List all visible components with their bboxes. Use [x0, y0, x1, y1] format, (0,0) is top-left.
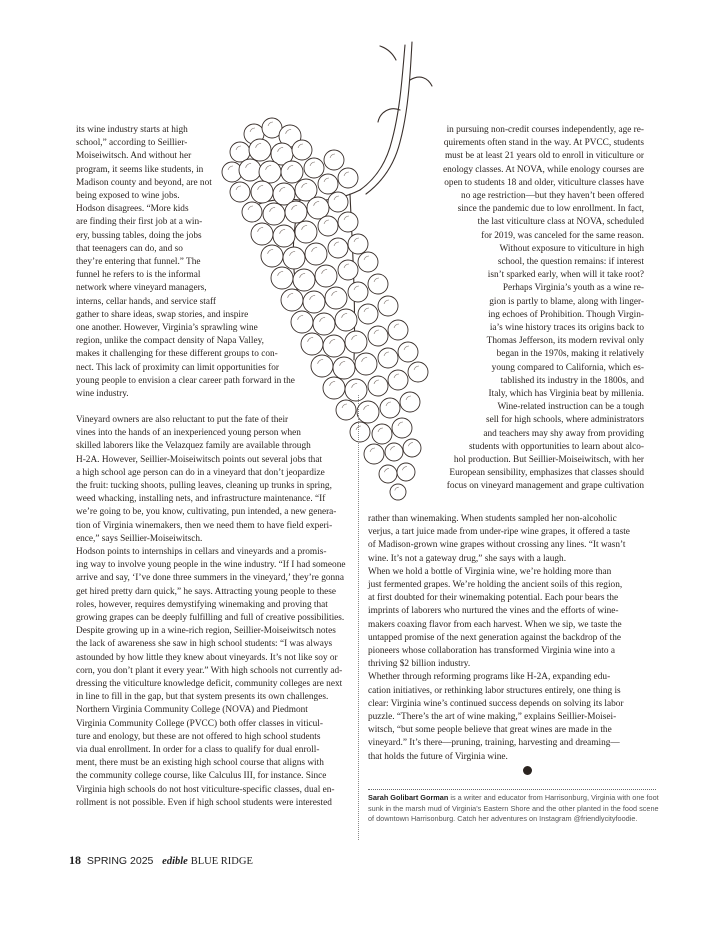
text-line: H-2A. However, Seillier-Moiseiwitsch points out several jobs that	[76, 454, 323, 465]
grape-berry	[368, 326, 388, 346]
grape-berry	[281, 161, 303, 183]
text-line: Hodson points to internships in cellars and vineyards and a promis-	[76, 547, 327, 557]
text-line: young people to envision a clear career path forward in the	[76, 375, 295, 386]
grape-berry	[400, 392, 420, 412]
text-line: began in the 1970s, making it relatively	[496, 349, 644, 360]
grape-berry	[345, 331, 367, 353]
author-name: Sarah Golibart Gorman	[368, 793, 449, 802]
grape-berry	[338, 168, 358, 188]
grape-berry	[335, 309, 357, 331]
text-line: Moiseiwitsch. And without her	[76, 151, 192, 162]
grape-berry	[368, 274, 388, 294]
grape-berry	[379, 465, 397, 483]
text-line: students with opportunities to learn about alco-	[468, 441, 644, 452]
text-line: clear: Virginia wine’s continued success depends on solving its labor	[368, 698, 624, 709]
text-line: ery, bussing tables, doing the jobs	[76, 230, 202, 241]
text-line: young compared to California, which es-	[491, 362, 644, 373]
text-line: nect. This lack of proximity can limit opportunities for	[76, 362, 280, 373]
grape-berry	[328, 238, 348, 258]
text-line: for 2019, was canceled for the same reason.	[481, 230, 644, 241]
text-line: ment, there must be an existing high school course that aligns with	[76, 758, 324, 769]
grape-berry	[261, 245, 283, 267]
grape-berry	[358, 252, 378, 272]
text-line: isn’t sparked early, when will it take root?	[487, 270, 644, 281]
issue-label: SPRING 2025	[86, 855, 154, 867]
brand-edible: edible	[162, 856, 188, 867]
grape-berry	[378, 296, 398, 316]
text-line: Madison county and beyond, are not	[76, 177, 212, 188]
grape-berry	[249, 139, 271, 161]
text-line: rather than winemaking. When students sampled her non-alcoholic	[368, 514, 617, 524]
text-line: Vineyard owners are also reluctant to put the fate of their	[76, 415, 289, 425]
text-line: no age restriction—but they haven’t been offered	[461, 191, 644, 201]
text-line: program, it seems like students, in	[76, 164, 204, 175]
grape-berry	[318, 216, 338, 236]
text-line: since the pandemic due to low enrollment. In fact,	[457, 204, 644, 215]
grape-berry	[293, 269, 315, 291]
grape-berry	[323, 377, 345, 399]
text-line: the community college course, like Calculus III, for instance. Since	[76, 771, 327, 782]
text-line: When we hold a bottle of Virginia wine, we’re holding more than	[368, 566, 612, 577]
grape-berry	[397, 463, 415, 481]
text-line: skilled laborers like the Velazquez family are available through	[76, 441, 311, 452]
text-line: one another. However, Virginia’s sprawling wine	[76, 323, 258, 333]
text-line: of Madison-grown wine grapes without crossing any lines. “It wasn’t	[368, 540, 626, 551]
grape-berry	[348, 234, 368, 254]
grape-berry	[259, 161, 281, 183]
grape-berry	[295, 221, 317, 243]
text-line: ence,” says Seillier-Moiseiwitsch.	[76, 533, 203, 544]
text-line: at first doubted for their winemaking potential. Each pour bears the	[368, 593, 619, 604]
grape-berry	[328, 192, 348, 212]
text-line: corn, you don’t plant it every year.” With high schools not currently ad-	[76, 665, 343, 676]
text-line: are finding their first job at a win-	[76, 217, 203, 228]
text-line: Virginia high schools do not host viticulture-specific classes, dual en-	[76, 784, 335, 795]
text-line: Thomas Jefferson, its modern revival only	[486, 336, 644, 347]
grape-berry	[380, 398, 400, 418]
text-line: school,” according to Seillier-	[76, 138, 188, 149]
grape-berry	[311, 355, 333, 377]
text-line: witsch, “but some people believe that great wines are made in the	[368, 725, 612, 736]
grape-berry	[324, 150, 344, 170]
grape-berry	[230, 182, 250, 202]
grape-berry	[301, 333, 323, 355]
grape-berry	[345, 379, 367, 401]
text-line: quirements often stand in the way. At PVCC, students	[443, 138, 644, 149]
text-line: dressing the viticulture knowledge deficit, community colleges are next	[76, 679, 343, 689]
grape-berry	[251, 223, 273, 245]
text-line: Despite growing up in a wine-rich region, Seillier-Moiseiwitsch notes	[76, 626, 336, 637]
text-line: astounded by how little they knew about vineyards. It’s not like soy or	[76, 652, 338, 663]
grape-berry	[291, 311, 313, 333]
text-line: focus on vineyard management and grape cultivation	[446, 481, 644, 492]
text-line: pioneers whose collaboration has transformed Virginia wine into a	[368, 646, 615, 656]
text-line: Perhaps Virginia’s youth as a wine re-	[502, 283, 644, 294]
grape-berry	[333, 357, 355, 379]
grape-berry	[368, 376, 388, 396]
text-line: in pursuing non-credit courses independently, age re-	[446, 125, 644, 135]
grape-berry	[283, 247, 305, 269]
bio-rule	[368, 789, 656, 790]
page-footer	[69, 853, 253, 868]
text-line: gion is partly to blame, along with linger-	[489, 296, 644, 307]
text-line: that holds the future of Virginia wine.	[368, 751, 508, 762]
text-line: get hired pretty darn quick,” he says. Attracting young people to these	[76, 586, 336, 597]
text-line: enology classes. At NOVA, while enology courses are	[443, 164, 644, 175]
text-line: we’re going to be, you know, cultivating, pun intended, a new genera-	[76, 507, 337, 518]
text-line: untapped promise of the next generation against the backdrop of the	[368, 632, 621, 643]
text-line: gather to share ideas, swap stories, and inspire	[76, 309, 249, 320]
text-line: Hodson disagrees. “More kids	[76, 204, 189, 215]
text-line: the last viticulture class at NOVA, scheduled	[477, 217, 644, 228]
text-line: cation initiatives, or rethinking labor structures entirely, one thing is	[368, 685, 621, 696]
grape-berry	[403, 439, 421, 457]
grape-berry	[318, 174, 338, 194]
text-line: Northern Virginia Community College (NOVA) and Piedmont	[76, 705, 308, 716]
grape-berry	[336, 400, 356, 420]
text-line: vineyard.” It’s there—pruning, training, harvesting and dreaming—	[368, 738, 620, 749]
grape-berry	[242, 202, 262, 222]
grape-berry	[271, 267, 293, 289]
text-line: puzzle. “There’s the art of wine making,” explains Seillier-Moisei-	[368, 712, 617, 722]
author-bio	[368, 793, 660, 825]
text-line: the lack of awareness she saw in high school students: “I was always	[76, 639, 333, 650]
text-line: and teachers may shy away from providing	[483, 428, 644, 439]
text-line: via dual enrollment. In order for a class to qualify for dual enroll-	[76, 745, 320, 755]
text-line: arrive and say, ‘I’ve done three summers in the vineyard,’ they’re gonna	[76, 573, 344, 584]
grape-berry	[239, 159, 261, 181]
grape-berry	[385, 443, 403, 461]
grape-berry	[307, 197, 329, 219]
text-line: interns, cellar hands, and service staff	[76, 296, 217, 307]
grape-berry	[357, 401, 379, 423]
text-line: being exposed to wine jobs.	[76, 191, 180, 201]
author-bio-text: is a writer and educator from Harrisonburg, Virginia with one foot sunk in the marsh mud of Virginia’s Eastern Shore and the other planted in the food scene of downtown Harrisonburg. Catch her adventures on Instagram @friendlycityfoodie.	[368, 793, 659, 824]
brand-region: BLUE RIDGE	[190, 856, 253, 867]
page-number: 18	[69, 853, 81, 867]
text-line: sell for high schools, where administrators	[485, 415, 644, 426]
text-line: open to students 18 and older, viticulture classes have	[444, 177, 644, 188]
grape-berry	[338, 260, 358, 280]
text-line: that teenagers can do, and so	[76, 243, 183, 254]
column-divider	[358, 395, 359, 840]
text-line: the fruit: tucking shoots, pulling leaves, cleaning up trunks in spring,	[76, 481, 332, 491]
text-line: Wine-related instruction can be a tough	[497, 402, 644, 413]
grape-berry	[263, 203, 285, 225]
text-line: just fermented grapes. We’re holding the ancient soils of this region,	[368, 580, 623, 590]
text-line: in line to fill in the gap, but that system presents its own challenges.	[76, 692, 329, 703]
grape-berry	[398, 342, 418, 362]
grape-berry	[364, 444, 384, 464]
text-line: region, unlike the compact density of Napa Valley,	[76, 336, 264, 347]
text-line: school, the question remains: if interest	[497, 257, 644, 267]
text-line: makes it challenging for these different groups to con-	[76, 349, 278, 360]
grape-berry	[388, 370, 408, 390]
text-line: must be at least 21 years old to enroll in viticulture or	[444, 151, 644, 162]
text-line: rollment is not possible. Even if high school students were interested	[76, 797, 332, 808]
text-line: Without exposure to viticulture in high	[499, 243, 644, 254]
edible-logo-icon	[523, 766, 532, 775]
text-line: Virginia Community College (PVCC) both offer classes in viticul-	[76, 718, 323, 729]
grape-berry	[392, 418, 412, 438]
grape-berry	[273, 225, 295, 247]
grape-berry	[338, 212, 358, 232]
text-line: Whether through reforming programs like H-2A, expanding edu-	[368, 672, 611, 683]
grape-berry	[251, 181, 273, 203]
text-line: ing way to involve young people in the wine industry. “If I had someone	[76, 560, 346, 571]
text-line: its wine industry starts at high	[76, 125, 188, 135]
text-line: hol production. But Seillier-Moiseiwitsch, with her	[453, 455, 644, 465]
text-line: a high school age person can do in a vineyard that don’t jeopardize	[76, 467, 325, 478]
text-line: network where vineyard managers,	[76, 283, 207, 294]
grape-berry	[315, 265, 337, 287]
grape-berry	[348, 282, 368, 302]
text-line: wine. It’s not a gateway drug,” she says with a laugh.	[368, 553, 567, 564]
grape-berry	[355, 353, 377, 375]
grape-berry	[281, 289, 303, 311]
grape-berry	[305, 243, 327, 265]
grape-berry	[358, 304, 378, 324]
text-line: thriving $2 billion industry.	[368, 659, 471, 670]
text-line: weed whacking, installing nets, and infrastructure maintenance. “If	[76, 494, 326, 505]
text-line: imprints of laborers who nurtured the vines and the efforts of wine-	[368, 606, 619, 617]
grape-berry	[390, 484, 406, 500]
text-line: funnel he refers to is the informal	[76, 270, 201, 281]
text-line: Italy, which has Virginia beat by millenia.	[488, 389, 644, 399]
text-line: they’re entering that funnel.” The	[76, 257, 201, 267]
grape-berry	[388, 320, 408, 340]
text-line: vines into the hands of an inexperienced young person when	[76, 428, 301, 439]
grape-berry	[350, 422, 370, 442]
grape-berry	[408, 362, 428, 382]
grape-berry	[304, 158, 324, 178]
grape-berry	[372, 424, 392, 444]
grape-berry	[303, 291, 325, 313]
grape-berry	[325, 287, 347, 309]
text-line: makers coaxing flavor from each harvest. When we sip, we taste the	[368, 619, 622, 630]
grape-berry	[292, 140, 312, 160]
grape-berry	[378, 348, 398, 368]
text-line: ture and enology, but these are not offered to high school students	[76, 731, 321, 742]
text-line: ing echoes of Prohibition. Though Virgin-	[488, 309, 644, 320]
text-line: ia’s wine history traces its origins back to	[489, 323, 644, 333]
text-line: tion of Virginia winemakers, then we need them to have field experi-	[76, 520, 333, 531]
text-line: growing grapes can be deeply fulfilling and full of creative possibilities.	[76, 613, 345, 623]
text-line: tablished its industry in the 1800s, and	[500, 375, 644, 386]
grape-berry	[323, 335, 345, 357]
grape-berry	[285, 201, 307, 223]
text-line: verjus, a tart juice made from under-ripe wine grapes, it offered a taste	[368, 527, 630, 538]
text-line: European sensibility, emphasizes that classes should	[449, 468, 644, 479]
text-line: wine industry.	[76, 389, 129, 399]
grape-berry	[313, 313, 335, 335]
text-line: roles, however, requires demystifying winemaking and proving that	[76, 599, 328, 610]
